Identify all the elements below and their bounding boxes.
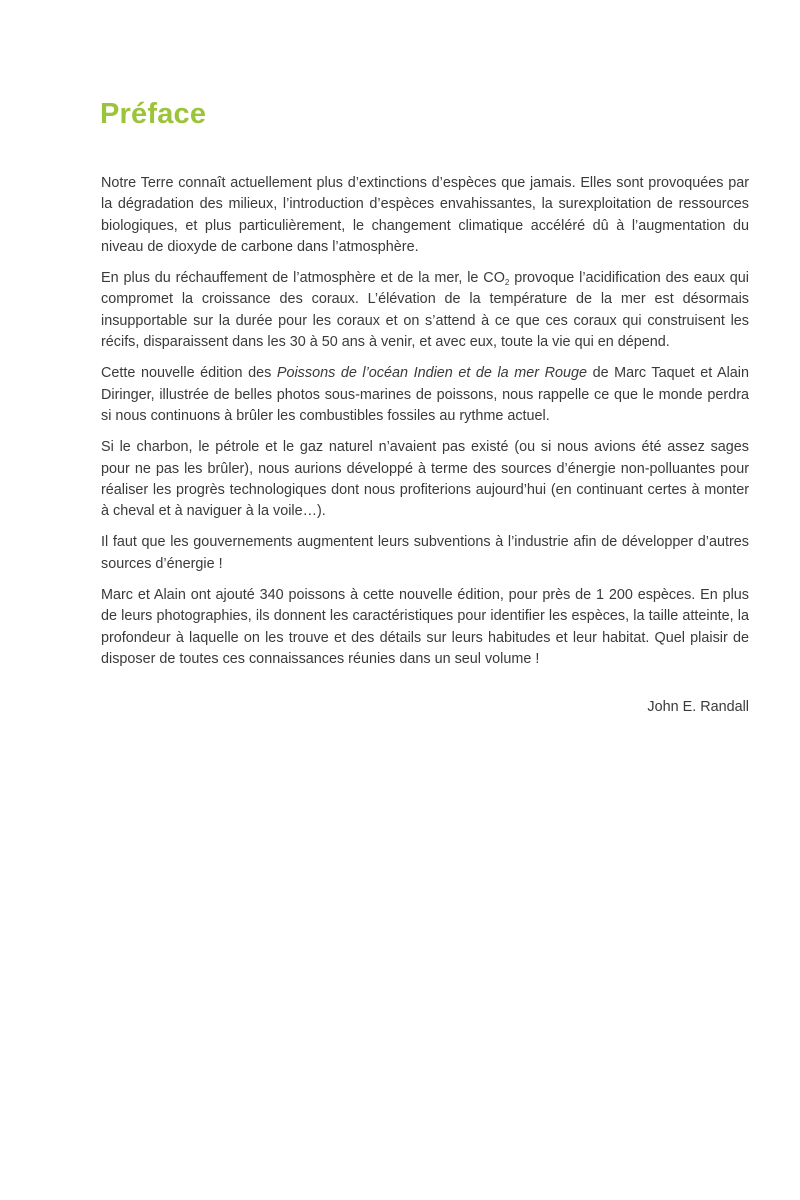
- preface-body: [101, 173, 749, 670]
- author-signature: John E. Randall: [647, 699, 749, 715]
- book-title: Poissons de l’océan Indien et de la mer Rouge: [276, 365, 588, 382]
- paragraph-3: [101, 363, 749, 427]
- paragraph-6: Marc et Alain ont ajouté 340 poissons à cette nouvelle édition, pour près de 1 200 espèces. En plus de leurs photographies, ils donnent les caractéristiques pour identifier les espèces, la taille atteinte, la profondeur à laquelle on les trouve et des détails sur leurs habitudes et leur habitat. Quel plaisir de disposer de toutes ces connaissances réunies dans un seul volume !: [101, 587, 749, 667]
- page-title: Préface: [100, 98, 207, 130]
- paragraph-1: Notre Terre connaît actuellement plus d’extinctions d’espèces que jamais. Elles sont provoquées par la dégradation des milieux, l’introduction d’espèces envahissantes, la surexploitation de ressources biologiques, et plus particulièrement, le changement climatique accéléré dû à l’augmentation du niveau de dioxyde de carbone dans l’atmosphère.: [101, 175, 749, 255]
- paragraph-2-end: provoque l’acidification des eaux qui compromet la croissance des coraux. L’élévation de la température de la mer est désormais insupportable sur la durée pour les coraux et on s’attend à ce que ces coraux qui construisent les récifs, disparaissent dans les 30 à 50 ans à venir, et avec eux, toute la vie qui en dépend.: [101, 270, 749, 351]
- paragraph-4: Si le charbon, le pétrole et le gaz naturel n’avaient pas existé (ou si nous avions été assez sages pour ne pas les brûler), nous aurions développé à terme des sources d’énergie non-polluantes pour réaliser les progrès technologiques dont nous profiterions aujourd’hui (en continuant certes à monter à cheval et à naviguer à la voile…).: [101, 439, 749, 520]
- paragraph-2-start: En plus du réchauffement de l’atmosphère et de la mer, le CO: [101, 270, 505, 287]
- paragraph-3-end: de Marc Taquet et Alain Diringer, illustrée de belles photos sous-marines de poissons, nous rappelle ce que le monde perdra si nous continuons à brûler les combustibles fossiles au rythme actuel.: [101, 365, 749, 424]
- co2-subscript: 2: [504, 278, 510, 288]
- paragraph-3-start: Cette nouvelle édition des: [101, 365, 277, 382]
- paragraph-5: Il faut que les gouvernements augmentent leurs subventions à l’industrie afin de développer d’autres sources d’énergie !: [101, 534, 749, 572]
- paragraph-2: [101, 268, 749, 353]
